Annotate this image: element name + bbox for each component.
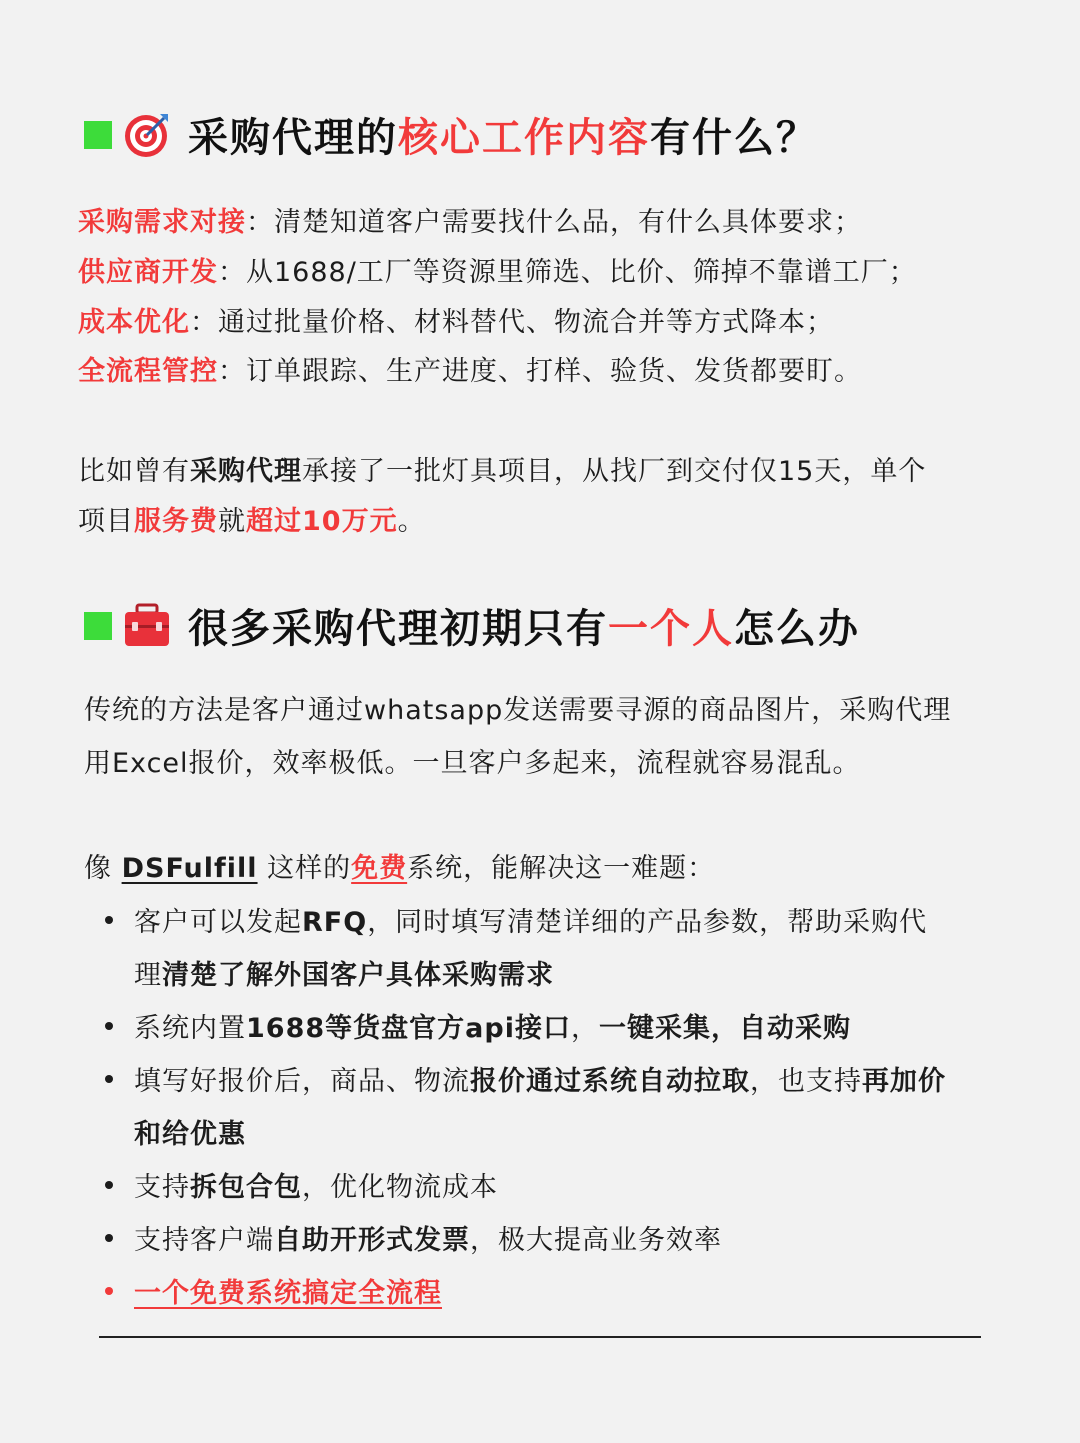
item-sep: ： (246, 207, 274, 238)
item-sep: ： (190, 307, 218, 338)
bullet-bold: 一键采集，自动采购 (598, 1013, 851, 1044)
bullet-text (134, 900, 927, 939)
bullet-segment: 支持客户端 (134, 1225, 274, 1256)
traditional-method-line-1: 传统的方法是客户通过whatsapp发送需要寻源的商品图片，采购代理 (84, 695, 952, 726)
bullet-segment: ，极大提高业务效率 (470, 1225, 722, 1256)
section1-heading-post: 有什么？ (650, 115, 818, 161)
traditional-method-line-2: 用Excel报价，效率极低。一旦客户多起来，流程就容易混乱。 (84, 748, 861, 779)
bullet-text (134, 1165, 498, 1204)
bullet-text (134, 1218, 722, 1257)
example-text: 比如曾有 (78, 456, 190, 487)
free-highlight: 免费 (351, 853, 408, 884)
bullet-segment: 系统内置 (134, 1013, 246, 1044)
bullet-dot (105, 1075, 113, 1083)
section1-heading (84, 106, 818, 163)
bullet-dot (105, 1181, 113, 1189)
item-text: 从1688/工厂等资源里筛选、比价、筛掉不靠谱工厂； (246, 257, 917, 288)
bullet-text (134, 953, 554, 992)
brand-link[interactable]: DSFulfill (121, 853, 258, 884)
section2-heading (84, 597, 860, 654)
bullet-bold: 再加价 (862, 1066, 946, 1097)
bullet-bold: 拆包合包 (190, 1172, 302, 1203)
section1-heading-pre: 采购代理的 (188, 115, 398, 161)
bullet-text (134, 1059, 946, 1098)
item-text: 通过批量价格、材料替代、物流合并等方式降本； (218, 307, 834, 338)
bullet-dot (105, 1287, 113, 1295)
example-line-2 (78, 499, 426, 538)
example-highlight: 服务费 (134, 506, 218, 537)
target-icon (122, 110, 172, 160)
bullet-text (134, 1006, 851, 1045)
bullet-segment: 客户可以发起 (134, 907, 302, 938)
item-text: 清楚知道客户需要找什么品，有什么具体要求； (274, 207, 862, 238)
bullet-bold: 自助开形式发票 (274, 1225, 470, 1256)
bullet-bold: 1688等货盘官方api接口 (246, 1013, 571, 1044)
intro-text: 系统，能解决这一难题： (407, 853, 716, 884)
example-text: 就 (218, 506, 246, 537)
item-sep: ： (218, 257, 246, 288)
example-text: 。 (397, 506, 426, 537)
toolbox-icon (122, 601, 172, 651)
bullet-segment: ，同时填写清楚详细的产品参数，帮助采购代 (367, 907, 928, 938)
item-supplier-dev (78, 250, 917, 289)
bullet-segment: 理 (134, 960, 162, 991)
section2-heading-highlight: 一个人 (608, 606, 734, 652)
item-sep: ： (218, 356, 246, 387)
section2-heading-pre: 很多采购代理初期只有 (188, 606, 608, 652)
item-key: 全流程管控 (78, 356, 218, 387)
solution-intro (84, 846, 715, 885)
item-sourcing-needs (78, 200, 862, 239)
example-text: 项目 (78, 506, 134, 537)
item-cost-opt (78, 300, 834, 339)
example-line-1 (78, 449, 926, 488)
bullet-dot (105, 916, 113, 924)
bullet-segment: ，优化物流成本 (302, 1172, 498, 1203)
one-system-link[interactable]: 一个免费系统搞定全流程 (134, 1278, 442, 1309)
intro-text: 这样的 (257, 853, 352, 884)
section2-heading-post: 怎么办 (734, 606, 860, 652)
example-text: 承接了一批灯具项目，从找厂到交付仅15天，单个 (302, 456, 927, 487)
item-key: 成本优化 (78, 307, 190, 338)
item-key: 采购需求对接 (78, 207, 246, 238)
example-bold: 采购代理 (190, 456, 302, 487)
section1-heading-highlight: 核心工作内容 (398, 115, 650, 161)
example-highlight: 超过10万元 (246, 506, 398, 537)
bullet-bold: 清楚了解外国客户具体采购需求 (162, 960, 554, 991)
bullet-segment: 填写好报价后，商品、物流 (134, 1066, 470, 1097)
bullet-bold: 和给优惠 (134, 1119, 246, 1150)
bullet-dot (105, 1022, 113, 1030)
bullet-bold: 报价通过系统自动拉取 (470, 1066, 750, 1097)
bullet-segment: ，也支持 (750, 1066, 862, 1097)
item-process-control (78, 349, 862, 388)
green-square-icon (84, 121, 112, 149)
bullet-segment: ， (570, 1013, 599, 1044)
bullet-segment: 支持 (134, 1172, 190, 1203)
bullet-bold: RFQ (302, 907, 368, 938)
item-key: 供应商开发 (78, 257, 218, 288)
divider (99, 1336, 981, 1338)
item-text: 订单跟踪、生产进度、打样、验货、发货都要盯。 (246, 356, 862, 387)
bullet-dot (105, 1234, 113, 1242)
intro-text: 像 (84, 853, 122, 884)
green-square-icon (84, 612, 112, 640)
